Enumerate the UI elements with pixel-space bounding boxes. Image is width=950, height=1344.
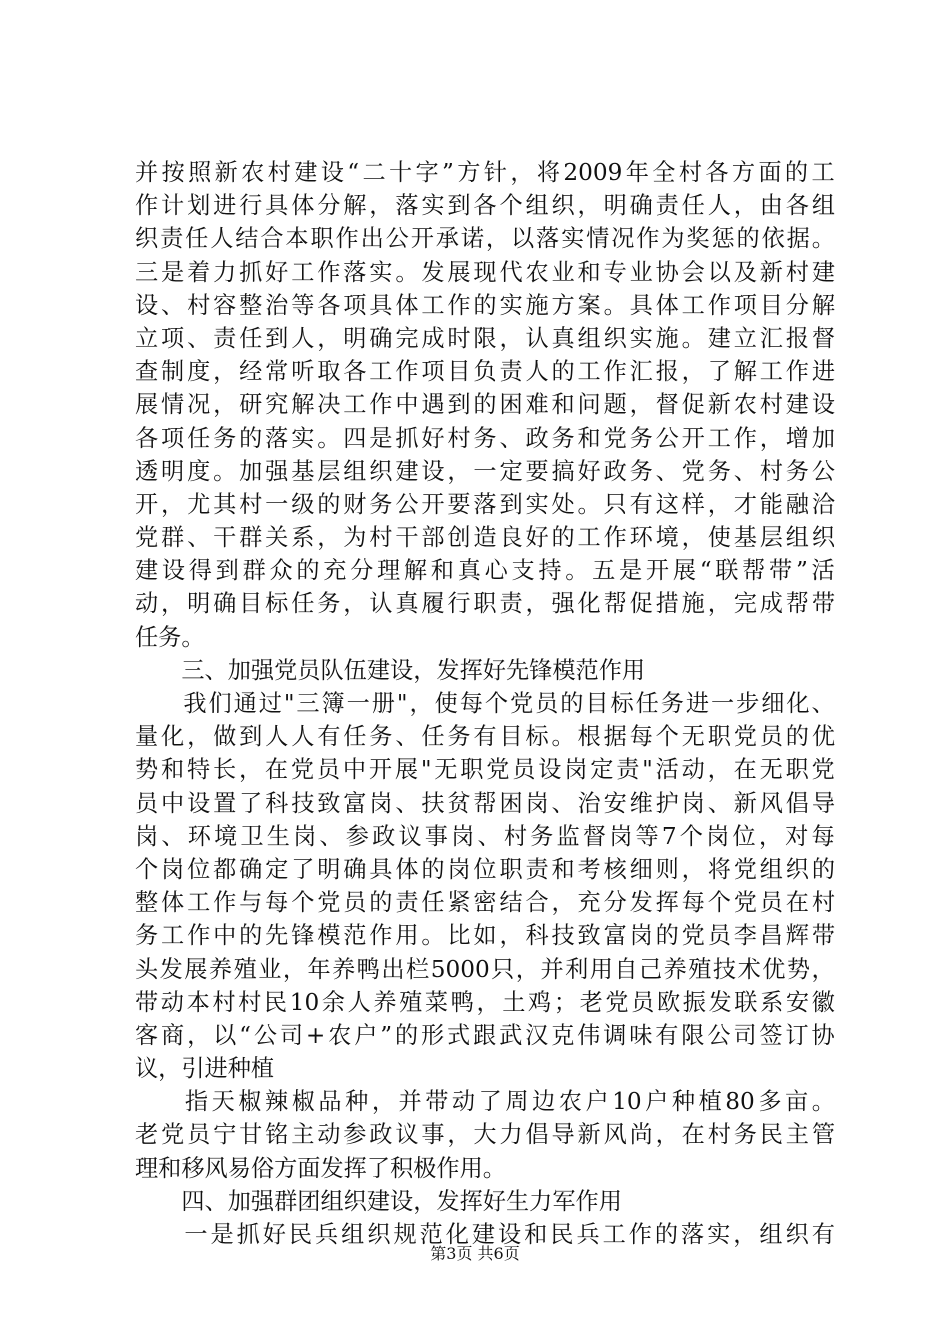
text-line: 设 、 村 容 整 治 等 各 项 具 体 工 作 的 实 施 方 案 。 具 体 工 作 项 目 分 解 — [135, 291, 835, 319]
text-line: 各 项 任 务 的 落 实 。 四 是 抓 好 村 务 、 政 务 和 党 务 公 开 工 作 ， 增 加 — [135, 424, 835, 452]
text-line: 党 群 、 干 群 关 系 ， 为 村 干 部 创 造 良 好 的 工 作 环 境 ， 使 基 层 组 织 — [135, 524, 835, 552]
text-line: 我 们 通 过 " 三 簿 一 册 " ， 使 每 个 党 员 的 目 标 任 务 进 一 步 细 化 、 — [183, 690, 835, 717]
text-line: 建 设 得 到 群 众 的 充 分 理 解 和 真 心 支 持 。 五 是 开 展 “ 联 帮 带 ” 活 — [135, 557, 835, 585]
text-line: 任务。 — [135, 623, 205, 651]
text-line: 务 工 作 中 的 先 锋 模 范 作 用 。 比 如 ， 科 技 致 富 岗 的 党 员 李 昌 辉 带 — [135, 922, 835, 950]
text-line: 带 动 本 村 村 民 10 余 人 养 殖 菜 鸭 ， 土 鸡 ； 老 党 员 欧 振 发 联 系 安 徽 — [135, 988, 835, 1016]
text-line: 查 制 度 ， 经 常 听 取 各 工 作 项 目 负 责 人 的 工 作 汇 报 ， 了 解 工 作 进 — [135, 358, 835, 386]
text-line: 议，引进种植 — [135, 1055, 275, 1083]
text-line: 整 体 工 作 与 每 个 党 员 的 责 任 紧 密 结 合 ， 充 分 发 挥 每 个 党 员 在 村 — [135, 889, 835, 917]
text-line: 展 情 况 ， 研 究 解 决 工 作 中 遇 到 的 困 难 和 问 题 ， 督 促 新 农 村 建 设 — [135, 391, 835, 419]
text-line: 岗 、 环 境 卫 生 岗 、 参 政 议 事 岗 、 村 务 监 督 岗 等 7 个 岗 位 ， 对 每 — [135, 822, 835, 850]
text-line: 量 化 ， 做 到 人 人 有 任 务 、 任 务 有 目 标 。 根 据 每 个 无 职 党 员 的 优 — [135, 723, 835, 751]
section-heading: 三、加强党员队伍建设，发挥好先锋模范作用 — [135, 656, 646, 684]
text-line: 作 计 划 进 行 具 体 分 解 ， 落 实 到 各 个 组 织 ， 明 确 责 任 人 ， 由 各 组 — [135, 192, 835, 220]
section-heading: 四、加强群团组织建设，发挥好生力军作用 — [135, 1187, 622, 1215]
text-line: 织 责 任 人 结 合 本 职 作 出 公 开 承 诺 ， 以 落 实 情 况 作 为 奖 惩 的 依 据 。 — [135, 225, 835, 253]
text-line: 理和移风易俗方面发挥了积极作用。 — [135, 1154, 506, 1182]
text-line: 一 是 抓 好 民 兵 组 织 规 范 化 建 设 和 民 兵 工 作 的 落 实 ， 组 织 有 — [184, 1221, 835, 1248]
text-line: 客 商 ， 以 “ 公 司 + 农 户 ” 的 形 式 跟 武 汉 克 伟 调 味 有 限 公 司 签 订 协 — [135, 1021, 835, 1049]
text-line: 动 ， 明 确 目 标 任 务 ， 认 真 履 行 职 责 ， 强 化 帮 促 措 施 ， 完 成 帮 带 — [135, 590, 835, 618]
body-text — [135, 156, 835, 1251]
text-line: 老 党 员 宁 甘 铭 主 动 参 政 议 事 ， 大 力 倡 导 新 风 尚 ， 在 村 务 民 主 管 — [135, 1121, 835, 1149]
page-number: 第3页 共6页 — [430, 1244, 520, 1263]
text-line: 开 ， 尤 其 村 一 级 的 财 务 公 开 要 落 到 实 处 。 只 有 这 样 ， 才 能 融 洽 — [135, 490, 835, 518]
text-line: 透 明 度 。 加 强 基 层 组 织 建 设 ， 一 定 要 搞 好 政 务 、 党 务 、 村 务 公 — [135, 457, 835, 485]
text-line: 势 和 特 长 ， 在 党 员 中 开 展 " 无 职 党 员 设 岗 定 责 " 活 动 ， 在 无 职 党 — [135, 756, 835, 784]
text-line: 三 是 着 力 抓 好 工 作 落 实 。 发 展 现 代 农 业 和 专 业 协 会 以 及 新 村 建 — [135, 258, 835, 286]
text-line: 头 发 展 养 殖 业 ， 年 养 鸭 出 栏 5000 只 ， 并 利 用 自 己 养 殖 技 术 优 势 ， — [135, 955, 835, 983]
text-line: 指 天 椒 辣 椒 品 种 ， 并 带 动 了 周 边 农 户 10 户 种 植 80 多 亩 。 — [184, 1088, 835, 1116]
text-line: 并 按 照 新 农 村 建 设 “ 二 十 字 ” 方 针 ， 将 2009 年 全 村 各 方 面 的 工 — [135, 159, 835, 186]
text-line: 个 岗 位 都 确 定 了 明 确 具 体 的 岗 位 职 责 和 考 核 细 则 ， 将 党 组 织 的 — [135, 855, 835, 883]
text-line: 立 项 、 责 任 到 人 ， 明 确 完 成 时 限 ， 认 真 组 织 实 施 。 建 立 汇 报 督 — [135, 324, 835, 352]
text-line: 员 中 设 置 了 科 技 致 富 岗 、 扶 贫 帮 困 岗 、 治 安 维 护 岗 、 新 风 倡 导 — [135, 789, 835, 817]
